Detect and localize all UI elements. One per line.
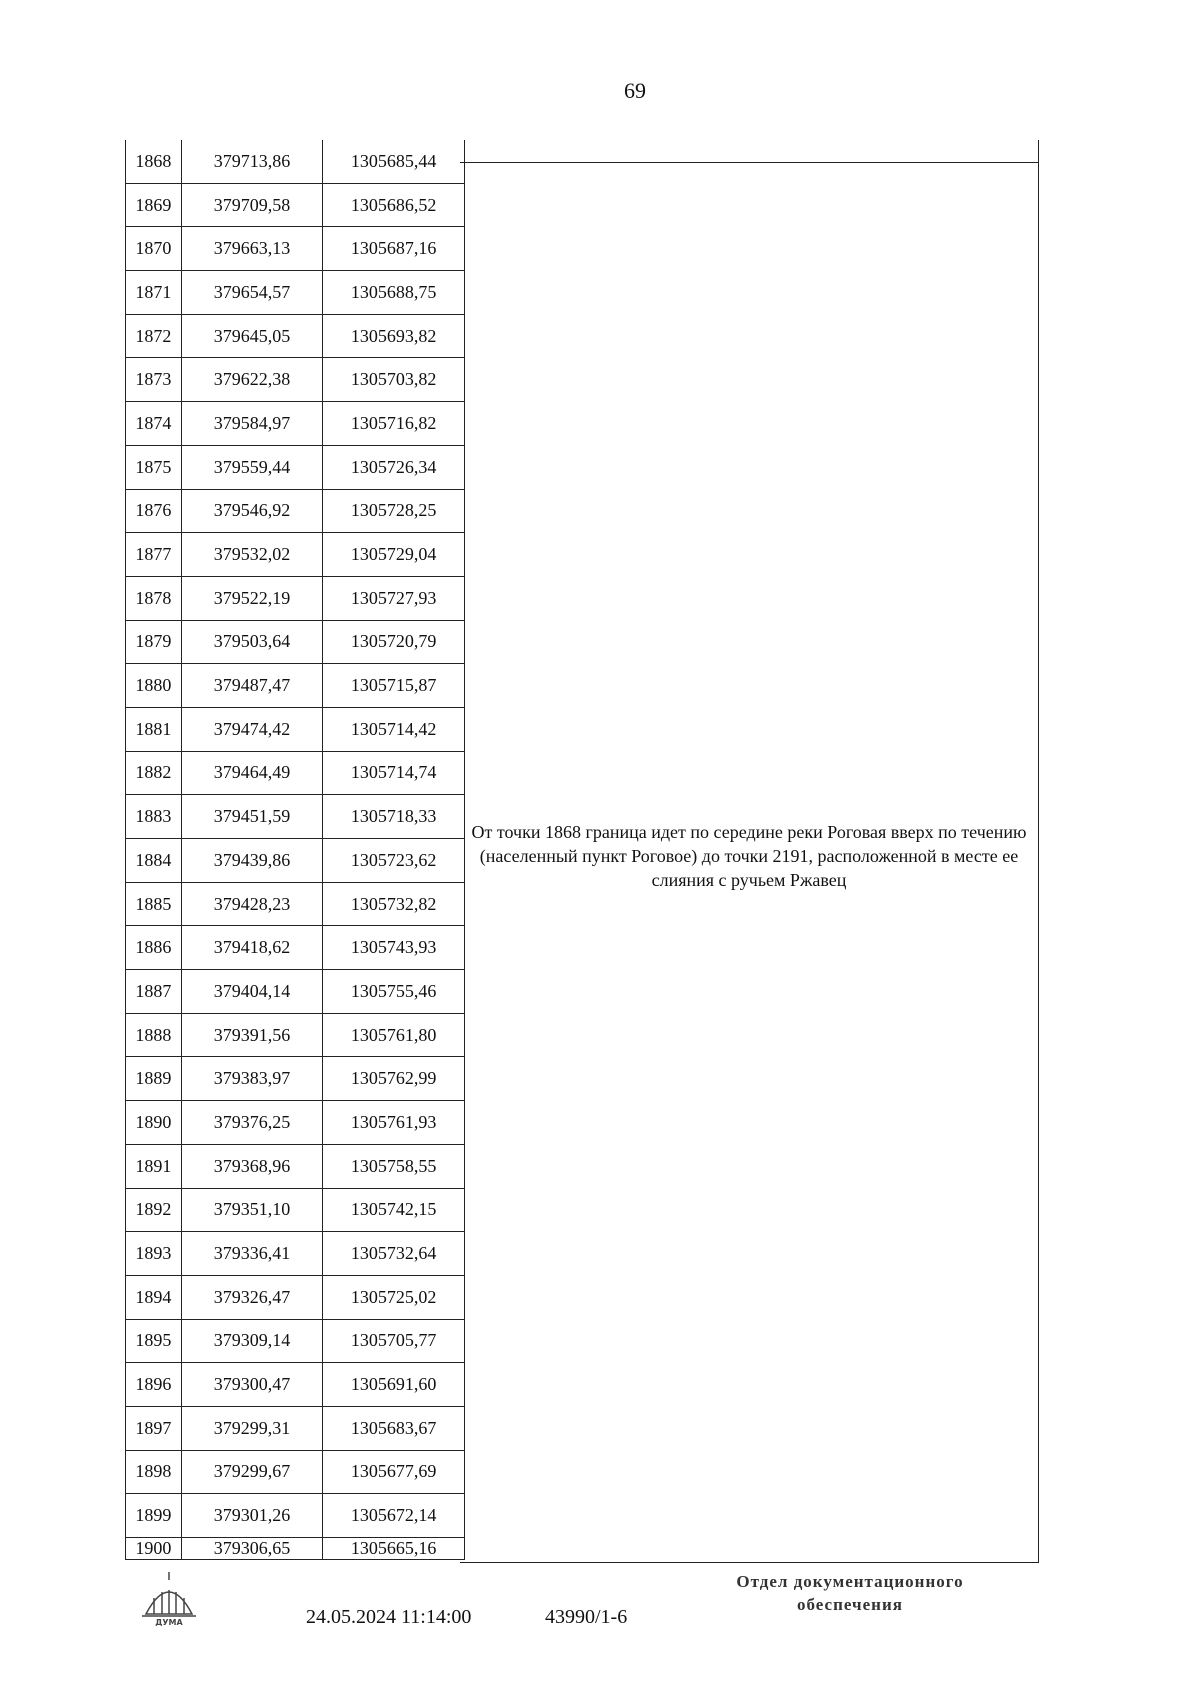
table-row [126, 1101, 465, 1145]
table-row [126, 445, 465, 489]
x-coordinate-cell: 379309,14 [181, 1319, 323, 1363]
table-row [126, 1319, 465, 1363]
table-row [126, 1494, 465, 1538]
point-number-cell: 1882 [126, 751, 182, 795]
x-coordinate-cell: 379383,97 [181, 1057, 323, 1101]
y-coordinate-cell: 1305732,82 [323, 882, 465, 926]
boundary-description: От точки 1868 граница идет по середине реки Роговая вверх по течению (населенный пункт Роговое) до точки 2191, расположенной в месте ее слияния с ручьем Ржавец [471, 822, 1027, 890]
y-coordinate-cell: 1305727,93 [323, 576, 465, 620]
table-row [126, 1144, 465, 1188]
registration-number: 43990/1-6 [545, 1606, 628, 1628]
x-coordinate-cell: 379709,58 [181, 183, 323, 227]
x-coordinate-cell: 379326,47 [181, 1275, 323, 1319]
table-row [126, 882, 465, 926]
point-number-cell: 1879 [126, 620, 182, 664]
x-coordinate-cell: 379487,47 [181, 664, 323, 708]
point-number-cell: 1870 [126, 227, 182, 271]
point-number-cell: 1887 [126, 970, 182, 1014]
table-row [126, 1363, 465, 1407]
point-number-cell: 1871 [126, 271, 182, 315]
y-coordinate-cell: 1305715,87 [323, 664, 465, 708]
y-coordinate-cell: 1305691,60 [323, 1363, 465, 1407]
point-number-cell: 1895 [126, 1319, 182, 1363]
point-number-cell: 1881 [126, 707, 182, 751]
point-number-cell: 1898 [126, 1450, 182, 1494]
y-coordinate-cell: 1305729,04 [323, 533, 465, 577]
y-coordinate-cell: 1305755,46 [323, 970, 465, 1014]
table-row [126, 1406, 465, 1450]
table-row [126, 533, 465, 577]
description-top-rule [460, 162, 1038, 163]
x-coordinate-cell: 379522,19 [181, 576, 323, 620]
duma-seal-icon [140, 1568, 198, 1626]
table-row [126, 140, 465, 183]
table-row [126, 751, 465, 795]
table-row [126, 926, 465, 970]
x-coordinate-cell: 379404,14 [181, 970, 323, 1014]
x-coordinate-cell: 379713,86 [181, 140, 323, 183]
x-coordinate-cell: 379301,26 [181, 1494, 323, 1538]
x-coordinate-cell: 379474,42 [181, 707, 323, 751]
y-coordinate-cell: 1305716,82 [323, 402, 465, 446]
point-number-cell: 1869 [126, 183, 182, 227]
y-coordinate-cell: 1305687,16 [323, 227, 465, 271]
table-row [126, 358, 465, 402]
table-row [126, 489, 465, 533]
point-number-cell: 1888 [126, 1013, 182, 1057]
table-row [126, 271, 465, 315]
y-coordinate-cell: 1305725,02 [323, 1275, 465, 1319]
point-number-cell: 1890 [126, 1101, 182, 1145]
point-number-cell: 1894 [126, 1275, 182, 1319]
y-coordinate-cell: 1305743,93 [323, 926, 465, 970]
point-number-cell: 1889 [126, 1057, 182, 1101]
point-number-cell: 1884 [126, 839, 182, 883]
y-coordinate-cell: 1305718,33 [323, 795, 465, 839]
point-number-cell: 1886 [126, 926, 182, 970]
y-coordinate-cell: 1305714,74 [323, 751, 465, 795]
x-coordinate-cell: 379559,44 [181, 445, 323, 489]
point-number-cell: 1873 [126, 358, 182, 402]
y-coordinate-cell: 1305761,80 [323, 1013, 465, 1057]
x-coordinate-cell: 379418,62 [181, 926, 323, 970]
table-row [126, 314, 465, 358]
table-row [126, 1232, 465, 1276]
department-line-1: Отдел документационного [736, 1572, 964, 1591]
x-coordinate-cell: 379532,02 [181, 533, 323, 577]
point-number-cell: 1875 [126, 445, 182, 489]
table-row [126, 402, 465, 446]
x-coordinate-cell: 379546,92 [181, 489, 323, 533]
description-cell [460, 140, 1039, 1563]
point-number-cell: 1896 [126, 1363, 182, 1407]
y-coordinate-cell: 1305693,82 [323, 314, 465, 358]
y-coordinate-cell: 1305714,42 [323, 707, 465, 751]
y-coordinate-cell: 1305720,79 [323, 620, 465, 664]
x-coordinate-cell: 379584,97 [181, 402, 323, 446]
y-coordinate-cell: 1305761,93 [323, 1101, 465, 1145]
y-coordinate-cell: 1305758,55 [323, 1144, 465, 1188]
table-row [126, 1013, 465, 1057]
table-row [126, 1450, 465, 1494]
y-coordinate-cell: 1305728,25 [323, 489, 465, 533]
coordinates-table-body [126, 140, 465, 1560]
point-number-cell: 1900 [126, 1538, 182, 1560]
point-number-cell: 1877 [126, 533, 182, 577]
table-row [126, 620, 465, 664]
point-number-cell: 1883 [126, 795, 182, 839]
point-number-cell: 1872 [126, 314, 182, 358]
x-coordinate-cell: 379622,38 [181, 358, 323, 402]
point-number-cell: 1892 [126, 1188, 182, 1232]
y-coordinate-cell: 1305686,52 [323, 183, 465, 227]
table-row [126, 664, 465, 708]
table-row [126, 707, 465, 751]
y-coordinate-cell: 1305685,44 [323, 140, 465, 183]
registration-timestamp: 24.05.2024 11:14:00 [306, 1606, 472, 1628]
point-number-cell: 1891 [126, 1144, 182, 1188]
x-coordinate-cell: 379306,65 [181, 1538, 323, 1560]
point-number-cell: 1893 [126, 1232, 182, 1276]
point-number-cell: 1899 [126, 1494, 182, 1538]
x-coordinate-cell: 379428,23 [181, 882, 323, 926]
point-number-cell: 1876 [126, 489, 182, 533]
page-number: 69 [624, 78, 646, 103]
y-coordinate-cell: 1305683,67 [323, 1406, 465, 1450]
table-row [126, 227, 465, 271]
y-coordinate-cell: 1305723,62 [323, 839, 465, 883]
y-coordinate-cell: 1305705,77 [323, 1319, 465, 1363]
x-coordinate-cell: 379368,96 [181, 1144, 323, 1188]
x-coordinate-cell: 379503,64 [181, 620, 323, 664]
department-line-2: обеспечения [797, 1595, 903, 1614]
y-coordinate-cell: 1305677,69 [323, 1450, 465, 1494]
table-row [126, 1057, 465, 1101]
seal-label: ДУМА [155, 1618, 183, 1626]
y-coordinate-cell: 1305742,15 [323, 1188, 465, 1232]
x-coordinate-cell: 379336,41 [181, 1232, 323, 1276]
x-coordinate-cell: 379464,49 [181, 751, 323, 795]
table-row [126, 183, 465, 227]
x-coordinate-cell: 379299,31 [181, 1406, 323, 1450]
table-row [126, 1538, 465, 1560]
x-coordinate-cell: 379451,59 [181, 795, 323, 839]
y-coordinate-cell: 1305703,82 [323, 358, 465, 402]
x-coordinate-cell: 379351,10 [181, 1188, 323, 1232]
point-number-cell: 1880 [126, 664, 182, 708]
x-coordinate-cell: 379645,05 [181, 314, 323, 358]
point-number-cell: 1874 [126, 402, 182, 446]
x-coordinate-cell: 379439,86 [181, 839, 323, 883]
point-number-cell: 1878 [126, 576, 182, 620]
table-row [126, 576, 465, 620]
x-coordinate-cell: 379654,57 [181, 271, 323, 315]
point-number-cell: 1868 [126, 140, 182, 183]
y-coordinate-cell: 1305665,16 [323, 1538, 465, 1560]
y-coordinate-cell: 1305726,34 [323, 445, 465, 489]
table-row [126, 1188, 465, 1232]
y-coordinate-cell: 1305672,14 [323, 1494, 465, 1538]
point-number-cell: 1897 [126, 1406, 182, 1450]
coordinates-table [125, 140, 465, 1560]
x-coordinate-cell: 379300,47 [181, 1363, 323, 1407]
x-coordinate-cell: 379376,25 [181, 1101, 323, 1145]
y-coordinate-cell: 1305688,75 [323, 271, 465, 315]
y-coordinate-cell: 1305732,64 [323, 1232, 465, 1276]
department-stamp [700, 1570, 1000, 1616]
table-row [126, 970, 465, 1014]
y-coordinate-cell: 1305762,99 [323, 1057, 465, 1101]
table-row [126, 1275, 465, 1319]
table-row [126, 839, 465, 883]
point-number-cell: 1885 [126, 882, 182, 926]
x-coordinate-cell: 379299,67 [181, 1450, 323, 1494]
x-coordinate-cell: 379391,56 [181, 1013, 323, 1057]
x-coordinate-cell: 379663,13 [181, 227, 323, 271]
table-row [126, 795, 465, 839]
